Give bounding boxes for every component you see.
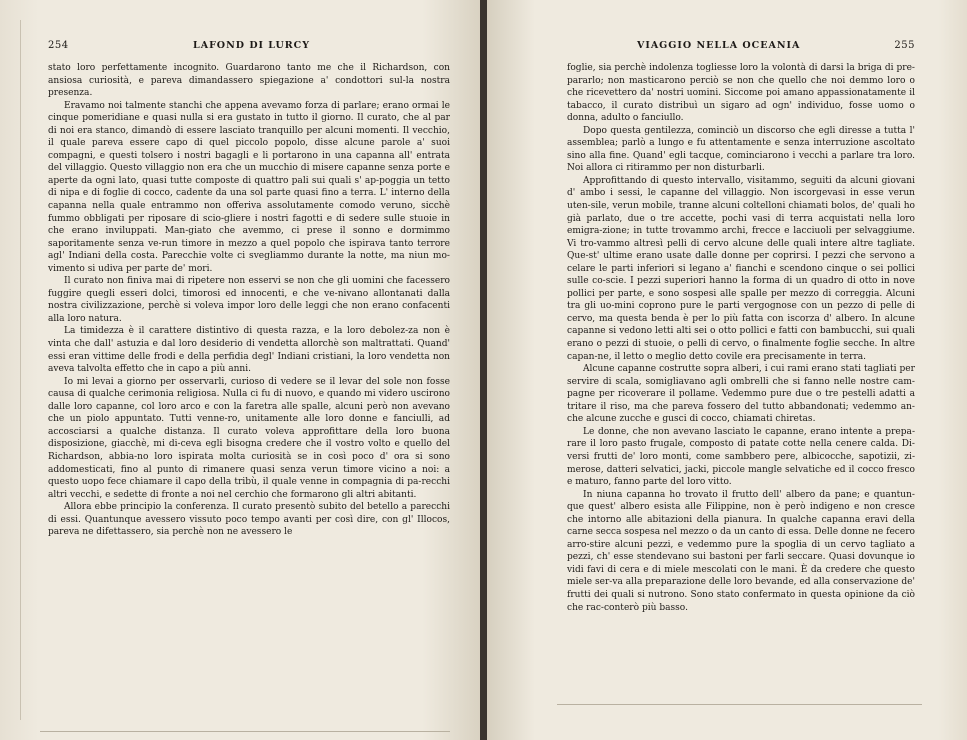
paragraph: Il curato non finiva mai di ripetere non esservi se non che gli uomini che facessero fuggire quegli esseri dolci, timorosi ed innocenti, e che ve-nivano allontanati dalla nostra civilizzazione, perchè si voleva impor loro delle leggi che non erano confacenti alla loro natura. [48,276,450,324]
right-page-header [567,40,915,54]
left-page [0,0,480,740]
book-gutter [480,0,487,740]
paragraph: Dopo questa gentilezza, cominciò un discorso che egli diresse a tutta l' assemblea; parlò a lungo e fu attentamente e senza interruzione ascoltato sino alla fine. Quand' egli tacque, cominciarono i vecchi a parlare tra loro. Noi allora ci ritirammo per non disturbarli. [567,125,915,174]
paragraph: Allora ebbe principio la conferenza. Il curato presentò subito del betello a parecchi di essi. Quantunque avessero vissuto poco tempo avanti per così dire, con gl' Illocos, pareva ne difettassero, sia perchè non ne avessero le [48,502,450,538]
left-page-border [20,20,21,720]
paragraph: stato loro perfettamente incognito. Guardarono tanto me che il Richardson, con ansiosa curiosità, e pareva dimandassero spiegazione a' condottori sul-la nostra presenza. [48,63,450,99]
paragraph: La timidezza è il carattere distintivo di questa razza, e la loro debolez-za non è vinta che dall' astuzia e dal loro desiderio di vendetta allorchè son maltrattati. Quand' essi eran vittime delle frodi e della perfidia degl' Indiani cristiani, la loro vendetta non aveva talvolta effetto che in capo a più anni. [48,326,450,375]
right-page-body [567,62,915,614]
paragraph: Io mi levai a giorno per osservarli, curioso di vedere se il levar del sole non fosse causa di qualche cerimonia religiosa. Nulla ci fu di nuovo, e quando mi videro uscirono dalle loro capanne, col loro arco e con la faretra alle spalle, alcuni però non avevano che un piolo appuntato. Tutti venne-ro, unitamente alle loro donne e fanciulli, ad accosciarsi a qualche distanza. Il curato voleva approfittare della loro buona disposizione, giacchè, mi di-ceva egli bisogna credere che il vostro volto e quello del Richardson, abbia-no loro ispirata molta curiosità se in così poco d' ora si sono addomesticati, fino al punto di rimanere quasi senza verun timore vicino a noi: a questo uopo fece chiamare il capo della tribù, il quale venne in compagnia di pa-recchi altri vecchi, e sedette di fronte a noi nel cerchio che formarono gli altri abitanti. [48,376,450,500]
left-page-body [48,62,450,539]
left-page-number: 254 [48,40,69,51]
paragraph: Alcune capanne costrutte sopra alberi, i cui rami erano stati tagliati per servire di scala, somigliavano agli ombrelli che si fanno nelle nostre cam-pagne per ricoverare il pollame. Vedemmo pure due o tre pestelli adatti a tritare il riso, ma che pareva fossero del tutto abbandonati; vedemmo an-che alcune zucche e gusci di cocco, chiamati chiretas. [567,364,915,425]
left-running-title: LAFOND DI LURCY [193,40,310,51]
paragraph: Eravamo noi talmente stanchi che appena avevamo forza di parlare; erano ormai le cinque pomeridiane e quasi nulla si era gustato in tutto il giorno. Il curato, che al par di noi era stanco, dimandò di essere lasciato tranquillo per alcuni momenti. Il vecchio, il quale pareva essere capo di quel piccolo popolo, disse alcune parole a' suoi compagni, e questi tolsero i nostri bagagli e li portarono in una capanna all' entrata del villaggio. Questo villaggio non era che un mucchio di misere capanne senza porte e aperte da ogni lato, quasi tutte composte di quattro pali sui quali s' ap-poggia un tetto di nipa e di foglie di cocco, cadente da una sol parte quasi fino a terra. L' interno della capanna nella quale entrammo non offeriva assolutamente comodo veruno, sicchè fummo obbligati per riposare di scio-gliere i nostri fagotti e di sedere sulle stuoie in che erano inviluppati. Man-giato che avemmo, ci prese il sonno e dormimmo saporitamente senza ve-run timore in mezzo a quel popolo che ispirava tanto terrore agl' Indiani della costa. Parecchie volte ci svegliammo durante la notte, ma niun mo-vimento si udiva per parte de' mori. [48,100,450,274]
left-page-bottom-rule [40,731,450,732]
right-page-bottom-rule [557,704,922,705]
paragraph: In niuna capanna ho trovato il frutto dell' albero da pane; e quantun-que quest' albero esista alle Filippine, non è però indigeno e non cresce che intorno alle abitazioni della pianura. In qualche capanna eravi della carne secca sospesa nel mezzo o da un canto di essa. Delle donne ne fecero arro-stire alcuni pezzi, e vedemmo pure la spoglia di un cervo tagliato a pezzi, ch' esse stendevano sui bastoni per farli seccare. Quasi dovunque io vidi favi di cera e di miele mescolati con le mani. È da credere che questo miele ser-va alla preparazione delle loro bevande, ed alla conservazione de' frutti dei quali si nutrono. Sono stato confermato in questa opinione da ciò che rac-conterò più basso. [567,489,915,613]
right-running-title: VIAGGIO NELLA OCEANIA [637,40,801,51]
right-page-number: 255 [894,40,915,51]
left-page-header [48,40,450,54]
right-page [487,0,967,740]
paragraph: Approfittando di questo intervallo, visitammo, seguiti da alcuni giovani d' ambo i sessi, le capanne del villaggio. Non iscorgevasi in esse verun uten-sile, verun mobile, tranne alcuni coltelloni chiamati bolos, de' quali ho già parlato, due o tre accette, pochi vasi di terra acquistati nella loro emigra-zione; in tutte trovammo archi, frecce e lacciuoli per selvaggiume. Vi tro-vammo altresì pelli di cervo alcune delle quali intere altre tagliate. Que-st' ultime erano usate dalle donne per coprirsi. I pezzi che servono a celare le parti inferiori si legano a' fianchi e scendono cinque o sei pollici sulle co-scie. I pezzi superiori hanno la forma di un quadro di otto in nove pollici per parte, e sono sospesi alle spalle per mezzo di correggia. Alcuni tra gli uo-mini coprono pure le parti vergognose con un pezzo di pelle di cervo, ma questa benda è per lo più fatta con iscorza d' albero. In alcune capanne si vedono letti alti sei o otto pollici e fatti con bambucchi, sui quali erano o pezzi di stuoie, o pelli di cervo, o finalmente foglie secche. In altre capan-ne, il letto o meglio detto covile era precisamente in terra. [567,175,915,362]
paragraph: foglie, sia perchè indolenza togliesse loro la volontà di darsi la briga di pre-pararlo; non masticarono perciò se non che quello che noi demmo loro o che ricevettero da' nostri uomini. Siccome poi amano appassionatamente il tabacco, il curato distribuì un sigaro ad ogn' individuo, fosse uomo o donna, adulto o fanciullo. [567,63,915,124]
paragraph: Le donne, che non avevano lasciato le capanne, erano intente a prepa-rare il loro pasto frugale, composto di patate cotte nella cenere calda. Di-versi frutti de' loro monti, come sambbero pere, albicocche, sapotizii, zi-merose, datteri selvatici, jacki, piccole mangle selvatiche ed il cocco fresco e maturo, fanno parte del loro vitto. [567,426,915,488]
